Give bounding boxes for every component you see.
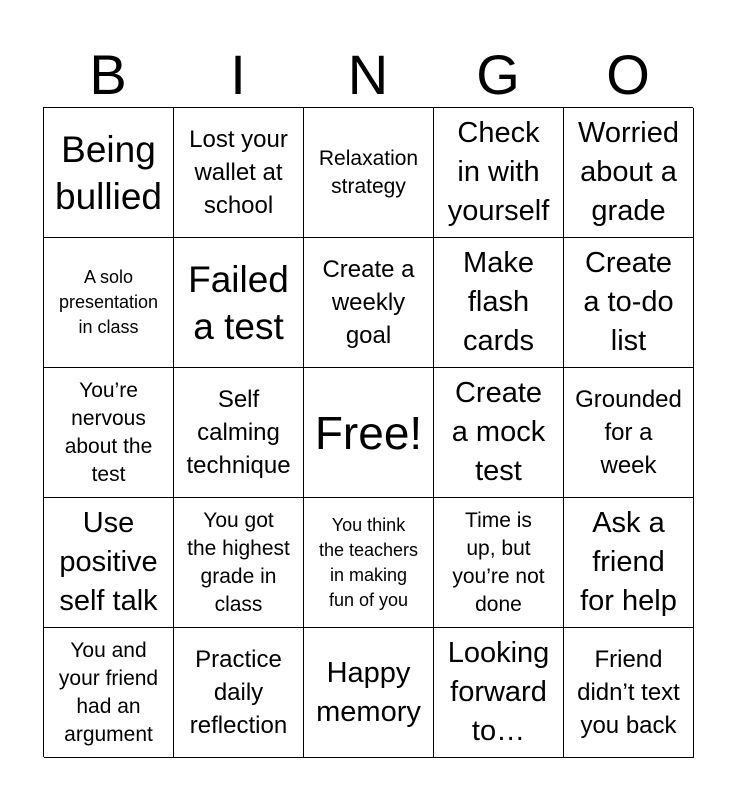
bingo-cell[interactable]	[304, 108, 434, 238]
bingo-cell[interactable]	[44, 238, 174, 368]
cell-text: Failed a test	[188, 258, 289, 347]
bingo-board	[43, 107, 693, 757]
cell-text: You think the teachers in making fun of you	[318, 514, 419, 610]
bingo-cell[interactable]	[564, 108, 694, 238]
cell-text: Friend didn’t text you back	[577, 646, 680, 739]
header-letter-g: G	[476, 43, 520, 106]
cell-text: Create a to-do list	[583, 247, 674, 357]
cell-text: Happy memory	[316, 656, 421, 728]
cell-text: You got the highest grade in class	[187, 508, 290, 616]
bingo-cell[interactable]	[44, 498, 174, 628]
cell-text: Relaxation strategy	[318, 146, 419, 198]
cell-text: Create a mock test	[451, 377, 546, 487]
bingo-cell[interactable]	[434, 628, 564, 758]
cell-text: Practice daily reflection	[189, 646, 288, 739]
bingo-cell[interactable]	[304, 368, 434, 498]
cell-text: Ask a friend for help	[580, 507, 677, 617]
cell-text: A solo presentation in class	[58, 267, 159, 337]
cell-text: Create a weekly goal	[322, 256, 415, 349]
bingo-cell[interactable]	[304, 238, 434, 368]
header-letter-b: B	[89, 43, 127, 106]
bingo-cell[interactable]	[434, 108, 564, 238]
cell-text: Worried about a grade	[578, 117, 679, 227]
bingo-cell[interactable]	[174, 628, 304, 758]
cell-text: You’re nervous about the test	[64, 378, 153, 486]
bingo-header	[43, 44, 693, 106]
cell-text: Lost your wallet at school	[189, 126, 288, 219]
bingo-cell[interactable]	[434, 238, 564, 368]
bingo-cell[interactable]	[304, 628, 434, 758]
bingo-cell[interactable]	[564, 628, 694, 758]
bingo-cell[interactable]	[174, 498, 304, 628]
cell-text: Being bullied	[55, 128, 162, 217]
header-letter-n: N	[347, 43, 389, 106]
cell-text: Use positive self talk	[59, 507, 158, 617]
bingo-cell[interactable]	[434, 498, 564, 628]
cell-text: You and your friend had an argument	[58, 638, 159, 746]
bingo-cell[interactable]	[174, 108, 304, 238]
bingo-cell[interactable]	[564, 368, 694, 498]
bingo-cell[interactable]	[44, 628, 174, 758]
cell-text: Grounded for a week	[575, 386, 682, 479]
cell-text: Looking forward to…	[447, 637, 550, 747]
bingo-cell[interactable]	[564, 238, 694, 368]
cell-text: Self calming technique	[186, 386, 291, 479]
bingo-cell[interactable]	[44, 368, 174, 498]
bingo-cell[interactable]	[174, 238, 304, 368]
bingo-cell[interactable]	[434, 368, 564, 498]
cell-text: Time is up, but you’re not done	[452, 508, 545, 616]
bingo-cell[interactable]	[174, 368, 304, 498]
header-letter-i: I	[230, 43, 246, 106]
bingo-cell[interactable]	[564, 498, 694, 628]
bingo-cell[interactable]	[304, 498, 434, 628]
cell-text: Make flash cards	[463, 247, 534, 357]
bingo-cell[interactable]	[44, 108, 174, 238]
cell-text: Free!	[314, 406, 423, 459]
cell-text: Check in with yourself	[447, 117, 550, 227]
header-letter-o: O	[606, 43, 650, 106]
